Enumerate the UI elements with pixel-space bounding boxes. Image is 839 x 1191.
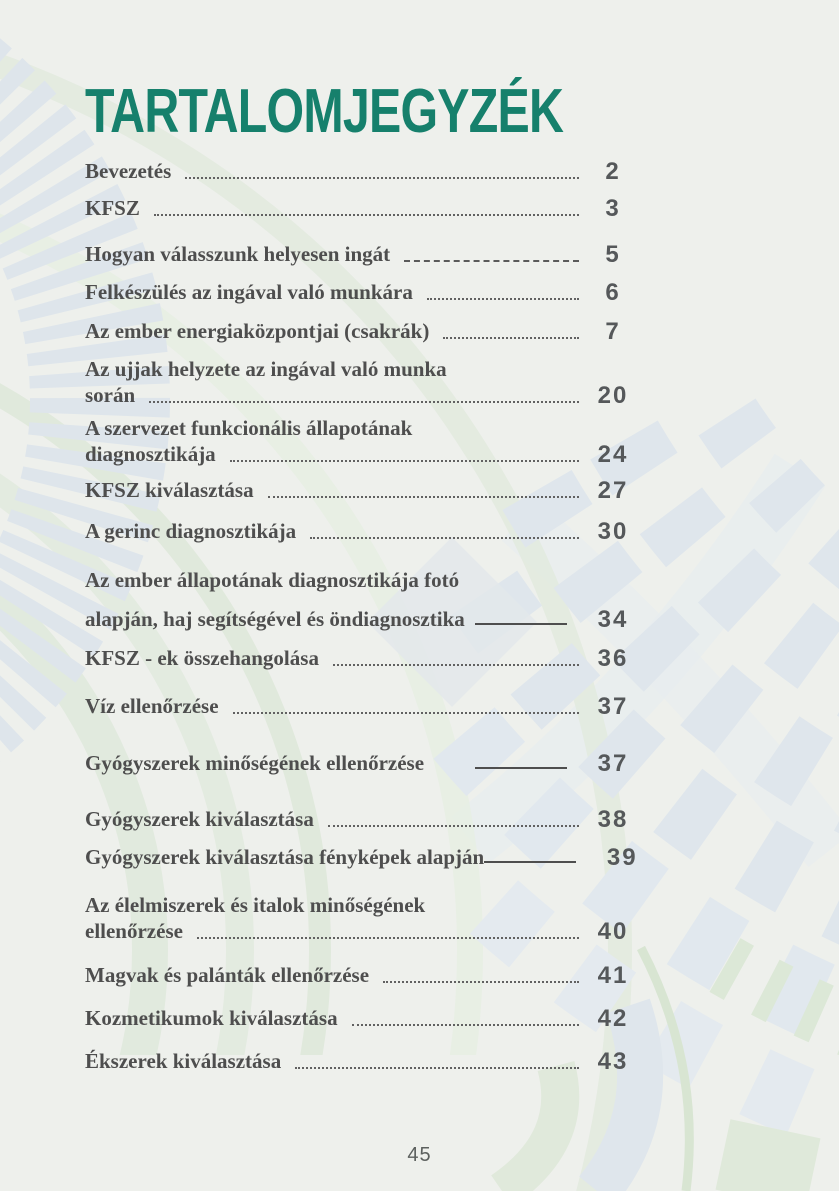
page-title: TARTALOMJEGYZÉK	[85, 77, 564, 146]
toc-leader-line	[427, 298, 579, 300]
toc-entry-title: során	[85, 383, 136, 407]
toc-entry-title: A gerinc diagnosztikája	[85, 519, 297, 543]
toc-entry-page-number: 36	[597, 645, 629, 672]
toc-entry	[85, 892, 637, 944]
toc-entry	[85, 241, 637, 267]
toc-entry	[85, 318, 637, 344]
toc-leader-line	[230, 460, 579, 462]
toc-leader-line	[333, 664, 579, 666]
toc-entry	[85, 415, 637, 467]
toc-entry-page-number: 20	[597, 382, 629, 409]
toc-leader-line	[328, 825, 579, 827]
toc-leader-line	[443, 337, 579, 339]
toc-leader-line	[475, 623, 567, 625]
toc-entry-page-number: 34	[597, 606, 629, 633]
toc-entry-title: alapján, haj segítségével és öndiagnosztika	[85, 607, 465, 631]
toc-entry-page-number: 27	[597, 477, 629, 504]
toc-entry-title-line1: Az ujjak helyzete az ingával való munka	[85, 357, 447, 381]
toc-entry-title: Gyógyszerek kiválasztása	[85, 807, 314, 831]
toc-leader-line	[404, 260, 579, 262]
toc-entry	[85, 279, 637, 305]
toc-entry-page-number: 24	[597, 441, 629, 468]
toc-leader-line	[268, 496, 579, 498]
toc-entry-title: Víz ellenőrzése	[85, 694, 219, 718]
toc-entry-title: Gyógyszerek minőségének ellenőrzése	[85, 751, 425, 775]
toc-entry-title: KFSZ kiválasztása	[85, 478, 254, 502]
toc-entry	[85, 356, 637, 408]
toc-entry-title: KFSZ - ek összehangolása	[85, 646, 319, 670]
toc-leader-line	[233, 712, 579, 714]
toc-leader-line	[197, 937, 579, 939]
toc-entry-page-number: 30	[597, 518, 629, 545]
toc-entry-title-line1: Az élelmiszerek és italok minőségének	[85, 893, 426, 917]
toc-entry-page-number: 6	[605, 279, 621, 306]
toc-entry-page-number: 40	[597, 918, 629, 945]
toc-entry-title: Ékszerek kiválasztása	[85, 1049, 282, 1073]
toc-leader-line	[484, 861, 576, 863]
toc-entry-page-number: 37	[597, 750, 629, 777]
toc-entry-page-number: 41	[597, 962, 629, 989]
toc-entry-title: KFSZ	[85, 196, 140, 220]
toc-leader-line	[185, 177, 579, 179]
toc-entry	[85, 477, 637, 503]
toc-entry	[85, 645, 637, 671]
toc-list	[85, 158, 637, 1074]
toc-entry	[85, 750, 637, 776]
toc-entry-title: Gyógyszerek kiválasztása fényképek alapján	[85, 845, 485, 869]
toc-entry-page-number: 39	[606, 844, 638, 871]
toc-leader-line	[475, 767, 567, 769]
toc-entry-title-line1: A szervezet funkcionális állapotának	[85, 416, 413, 440]
toc-entry-title-line1: Az ember állapotának diagnosztikája fotó	[85, 568, 460, 592]
toc-entry	[85, 962, 637, 988]
toc-entry-title: Kozmetikumok kiválasztása	[85, 1006, 338, 1030]
footer-page-number: 45	[407, 1144, 432, 1166]
toc-entry	[85, 567, 637, 632]
toc-entry-page-number: 42	[597, 1005, 629, 1032]
toc-entry-page-number: 7	[605, 318, 621, 345]
toc-entry	[85, 195, 637, 221]
toc-entry-page-number: 37	[597, 693, 629, 720]
toc-entry-title: Magvak és palánták ellenőrzése	[85, 963, 370, 987]
toc-leader-line	[149, 401, 579, 403]
toc-entry	[85, 158, 637, 184]
toc-entry	[85, 1005, 637, 1031]
toc-entry-title: diagnosztikája	[85, 442, 216, 466]
toc-entry-title: Az ember energiaközpontjai (csakrák)	[85, 319, 430, 343]
toc-leader-line	[295, 1067, 579, 1069]
toc-entry-title: ellenőrzése	[85, 919, 183, 943]
toc-entry	[85, 806, 637, 832]
toc-leader-line	[352, 1024, 579, 1026]
toc-entry-page-number: 2	[605, 158, 621, 185]
toc-entry-title: Bevezetés	[85, 159, 172, 183]
toc-leader-line	[154, 214, 579, 216]
toc-entry-title: Felkészülés az ingával való munkára	[85, 280, 413, 304]
toc-entry-page-number: 38	[597, 806, 629, 833]
toc-entry	[85, 518, 637, 544]
toc-entry	[85, 844, 637, 870]
toc-entry-title: Hogyan válasszunk helyesen ingát	[85, 242, 391, 266]
toc-entry-page-number: 3	[605, 195, 621, 222]
toc-leader-line	[383, 981, 579, 983]
toc-entry	[85, 693, 637, 719]
toc-leader-line	[310, 537, 579, 539]
toc-entry-page-number: 43	[597, 1048, 629, 1075]
toc-entry-page-number: 5	[605, 241, 621, 268]
toc-entry	[85, 1048, 637, 1074]
